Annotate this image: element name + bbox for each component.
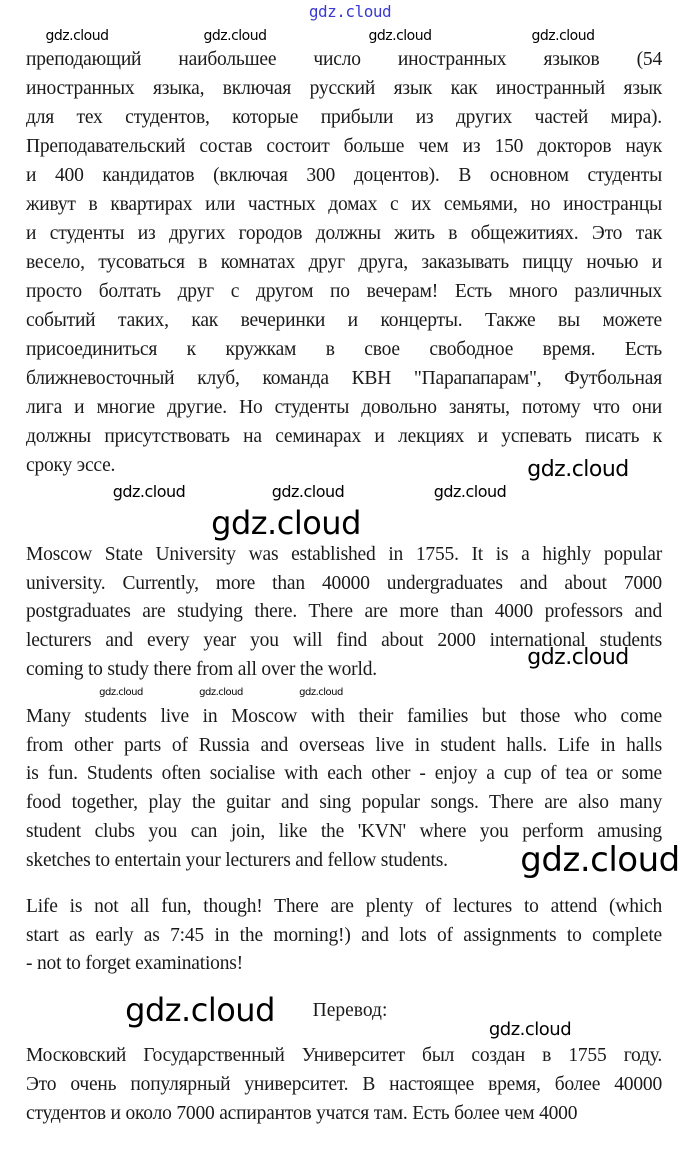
russian-block-line: просто болтать друг с другом по вечерам! Есть много различных [26, 281, 662, 302]
russian-block-line: лига и многие другие. Но студенты довольно заняты, потому что они [26, 397, 662, 418]
russian-block-line: ближневосточный клуб, команда КВН "Парапапарам", Футбольная [26, 368, 662, 389]
watermark: gdz.cloud [112, 482, 186, 501]
translation-heading: Перевод: [312, 1000, 388, 1021]
english-p1-line: coming to study there from all over the world. [26, 658, 377, 680]
watermark: gdz.cloud [211, 504, 361, 542]
english-p2-line: student clubs you can join, like the 'KVN' where you perform amusing [26, 820, 662, 842]
russian-block-line: весело, тусоваться в комнатах друг друга, заказывать пиццу ночью и [26, 252, 662, 273]
watermark: gdz.cloud [299, 687, 343, 698]
english-p2-line: is fun. Students often socialise with each other - enjoy a cup of tea or some [26, 763, 662, 785]
russian-block-line: живут в квартирах или частных домах с их семьями, но иностранцы [26, 194, 662, 215]
watermark: gdz.cloud [99, 687, 143, 698]
watermark: gdz.cloud [45, 28, 109, 44]
russian-block-line: преподающий наибольшее число иностранных языков (54 [26, 49, 662, 70]
watermark: gdz.cloud [527, 645, 629, 670]
watermark: gdz.cloud [125, 991, 275, 1029]
russian-block-line: должны присутствовать на семинарах и лекциях и успевать писать к [26, 426, 662, 447]
watermark: gdz.cloud [308, 2, 392, 21]
watermark: gdz.cloud [531, 28, 595, 44]
english-p3-line: Life is not all fun, though! There are plenty of lectures to attend (which [26, 896, 662, 917]
english-p3-line: start as early as 7:45 in the morning!) and lots of assignments to complete [26, 924, 662, 946]
english-p2-line: from other parts of Russia and overseas live in student halls. Life in halls [26, 734, 662, 756]
watermark: gdz.cloud [520, 840, 680, 880]
translation-p1-line: студентов и около 7000 аспирантов учатся там. Есть более чем 4000 [26, 1103, 578, 1124]
watermark: gdz.cloud [433, 482, 507, 501]
english-p2-line: food together, play the guitar and sing popular songs. There are also many [26, 792, 662, 814]
watermark: gdz.cloud [368, 28, 432, 44]
watermark: gdz.cloud [203, 28, 267, 44]
russian-block-line: Преподавательский состав состоит больше чем из 150 докторов наук [26, 136, 662, 157]
russian-block-line: сроку эссе. [26, 455, 116, 476]
watermark: gdz.cloud [271, 482, 345, 501]
russian-block-line: присоединиться к кружкам в свое свободное время. Есть [26, 339, 662, 360]
english-p1-line: lecturers and every year you will find about 2000 international students [26, 630, 662, 652]
watermark: gdz.cloud [488, 1019, 572, 1040]
russian-block-line: иностранных языка, включая русский язык как иностранный язык [26, 78, 662, 99]
watermark: gdz.cloud [199, 687, 243, 698]
english-p3-line: - not to forget examinations! [26, 953, 243, 975]
russian-block-line: для тех студентов, которые прибыли из других частей мира). [26, 107, 662, 128]
russian-block-line: и 400 кандидатов (включая 300 доцентов). В основном студенты [26, 165, 662, 186]
english-p2-line: Many students live in Moscow with their families but those who come [26, 706, 662, 727]
translation-p1-line: Это очень популярный университет. В настоящее время, более 40000 [26, 1074, 662, 1095]
english-p1-line: university. Currently, more than 40000 undergraduates and about 7000 [26, 572, 662, 594]
russian-block-line: и студенты из других городов должны жить в общежитиях. Это так [26, 223, 662, 244]
russian-block-line: событий таких, как вечеринки и концерты. Также вы можете [26, 310, 662, 331]
english-p1-line: Moscow State University was established in 1755. It is a highly popular [26, 544, 662, 565]
watermark: gdz.cloud [527, 457, 629, 482]
english-p1-line: postgraduates are studying there. There are more than 4000 professors and [26, 601, 662, 623]
english-p2-line: sketches to entertain your lecturers and fellow students. [26, 849, 448, 871]
translation-p1-line: Московский Государственный Университет был создан в 1755 году. [26, 1045, 662, 1066]
